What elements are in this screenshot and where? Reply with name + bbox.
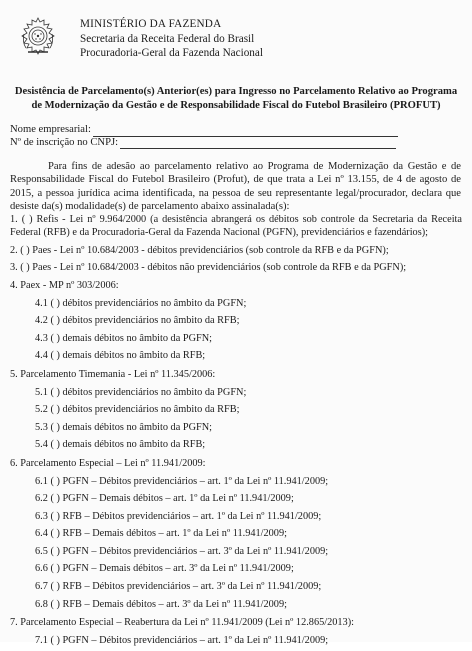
option-item: 2. ( ) Paes - Lei nº 10.684/2003 - débitos previdenciários (sob controle da RFB e da PGFN); [10, 244, 389, 256]
option-item: 5. Parcelamento Timemania - Lei nº 11.345/2006: [10, 368, 216, 380]
option-subitem: 6.7 ( ) RFB – Débitos previdenciários – art. 3º da Lei nº 11.941/2009; [35, 581, 322, 593]
option-item: 7. Parcelamento Especial – Reabertura da Lei nº 11.941/2009 (Lei nº 12.865/2013): [10, 617, 354, 629]
option-subitem: 6.2 ( ) PGFN – Demais débitos – art. 1º da Lei nº 11.941/2009; [35, 493, 294, 505]
option-subitem: 6.4 ( ) RFB – Demais débitos – art. 1º da Lei nº 11.941/2009; [35, 528, 287, 540]
option-subitem: 6.6 ( ) PGFN – Demais débitos – art. 3º da Lei nº 11.941/2009; [35, 563, 294, 575]
option-subitem: 5.2 ( ) débitos previdenciários no âmbito da RFB; [35, 404, 240, 416]
option-subitem: 6.1 ( ) PGFN – Débitos previdenciários – art. 1º da Lei nº 11.941/2009; [35, 475, 329, 487]
option-subitem: 5.1 ( ) débitos previdenciários no âmbito da PGFN; [35, 386, 247, 398]
option-item: 1. ( ) Refis - Lei nº 9.964/2000 (a desistência abrangerá os débitos sob controle da Secretaria da Receita Federal (RFB) e da Procuradoria-Geral da Fazenda Nacional (PGFN), previdenciários e fazendários); [10, 214, 462, 239]
option-subitem: 5.3 ( ) demais débitos no âmbito da PGFN; [35, 421, 213, 433]
coat-of-arms-seal-icon [18, 16, 58, 58]
attorney-office-name: Procuradoria-Geral da Fazenda Nacional [80, 47, 263, 60]
option-item: 6. Parcelamento Especial – Lei nº 11.941/2009: [10, 457, 206, 469]
secretariat-name: Secretaria da Receita Federal do Brasil [80, 32, 255, 45]
ministry-name: MINISTÉRIO DA FAZENDA [80, 18, 222, 30]
option-subitem: 4.3 ( ) demais débitos no âmbito da PGFN; [35, 332, 213, 344]
intro-paragraph [10, 160, 461, 214]
option-subitem: 6.3 ( ) RFB – Débitos previdenciários – art. 1º da Lei nº 11.941/2009; [35, 510, 322, 522]
option-subitem: 6.5 ( ) PGFN – Débitos previdenciários – art. 3º da Lei nº 11.941/2009; [35, 545, 329, 557]
cnpj-label: Nº de inscrição no CNPJ: [10, 136, 119, 148]
identification-fields [10, 124, 398, 149]
option-subitem: 6.8 ( ) RFB – Demais débitos – art. 3º da Lei nº 11.941/2009; [35, 598, 287, 610]
option-subitem: 4.4 ( ) demais débitos no âmbito da RFB; [35, 350, 206, 362]
form-title: Desistência de Parcelamento(s) Anterior(es) para Ingresso no Parcelamento Relativo ao Programa de Modernização da Gestão e de Responsabilidade Fiscal do Futebol Brasileiro (PROFUT) [14, 86, 458, 111]
option-subitem: 7.1 ( ) PGFN – Débitos previdenciários – art. 1º da Lei nº 11.941/2009; [35, 634, 329, 646]
option-item: 4. Paex - MP nº 303/2006: [10, 279, 119, 291]
intro-text: Para fins de adesão ao parcelamento relativo ao Programa de Modernização da Gestão e de Responsabilidade Fiscal do Futebol Brasileiro (Profut), de que trata a Lei nº 13.155, de 4 de agosto de 2015, a pessoa jurídica acima identificada, na pessoa de seu representante legal/procurador, declara que desiste da(s) modalidade(s) de parcelamento abaixo assinalada(s): [10, 161, 461, 213]
cnpj-field[interactable] [120, 139, 396, 149]
option-subitem: 5.4 ( ) demais débitos no âmbito da RFB; [35, 439, 206, 451]
option-subitem: 4.1 ( ) débitos previdenciários no âmbito da PGFN; [35, 297, 247, 309]
option-subitem: 4.2 ( ) débitos previdenciários no âmbito da RFB; [35, 315, 240, 327]
installment-options-list [10, 213, 462, 651]
issuing-organization [80, 17, 263, 61]
company-name-field[interactable] [93, 127, 398, 137]
option-item: 3. ( ) Paes - Lei nº 10.684/2003 - débitos não previdenciários (sob controle da RFB e da PGFN); [10, 262, 407, 274]
company-name-label: Nome empresarial: [10, 124, 91, 135]
